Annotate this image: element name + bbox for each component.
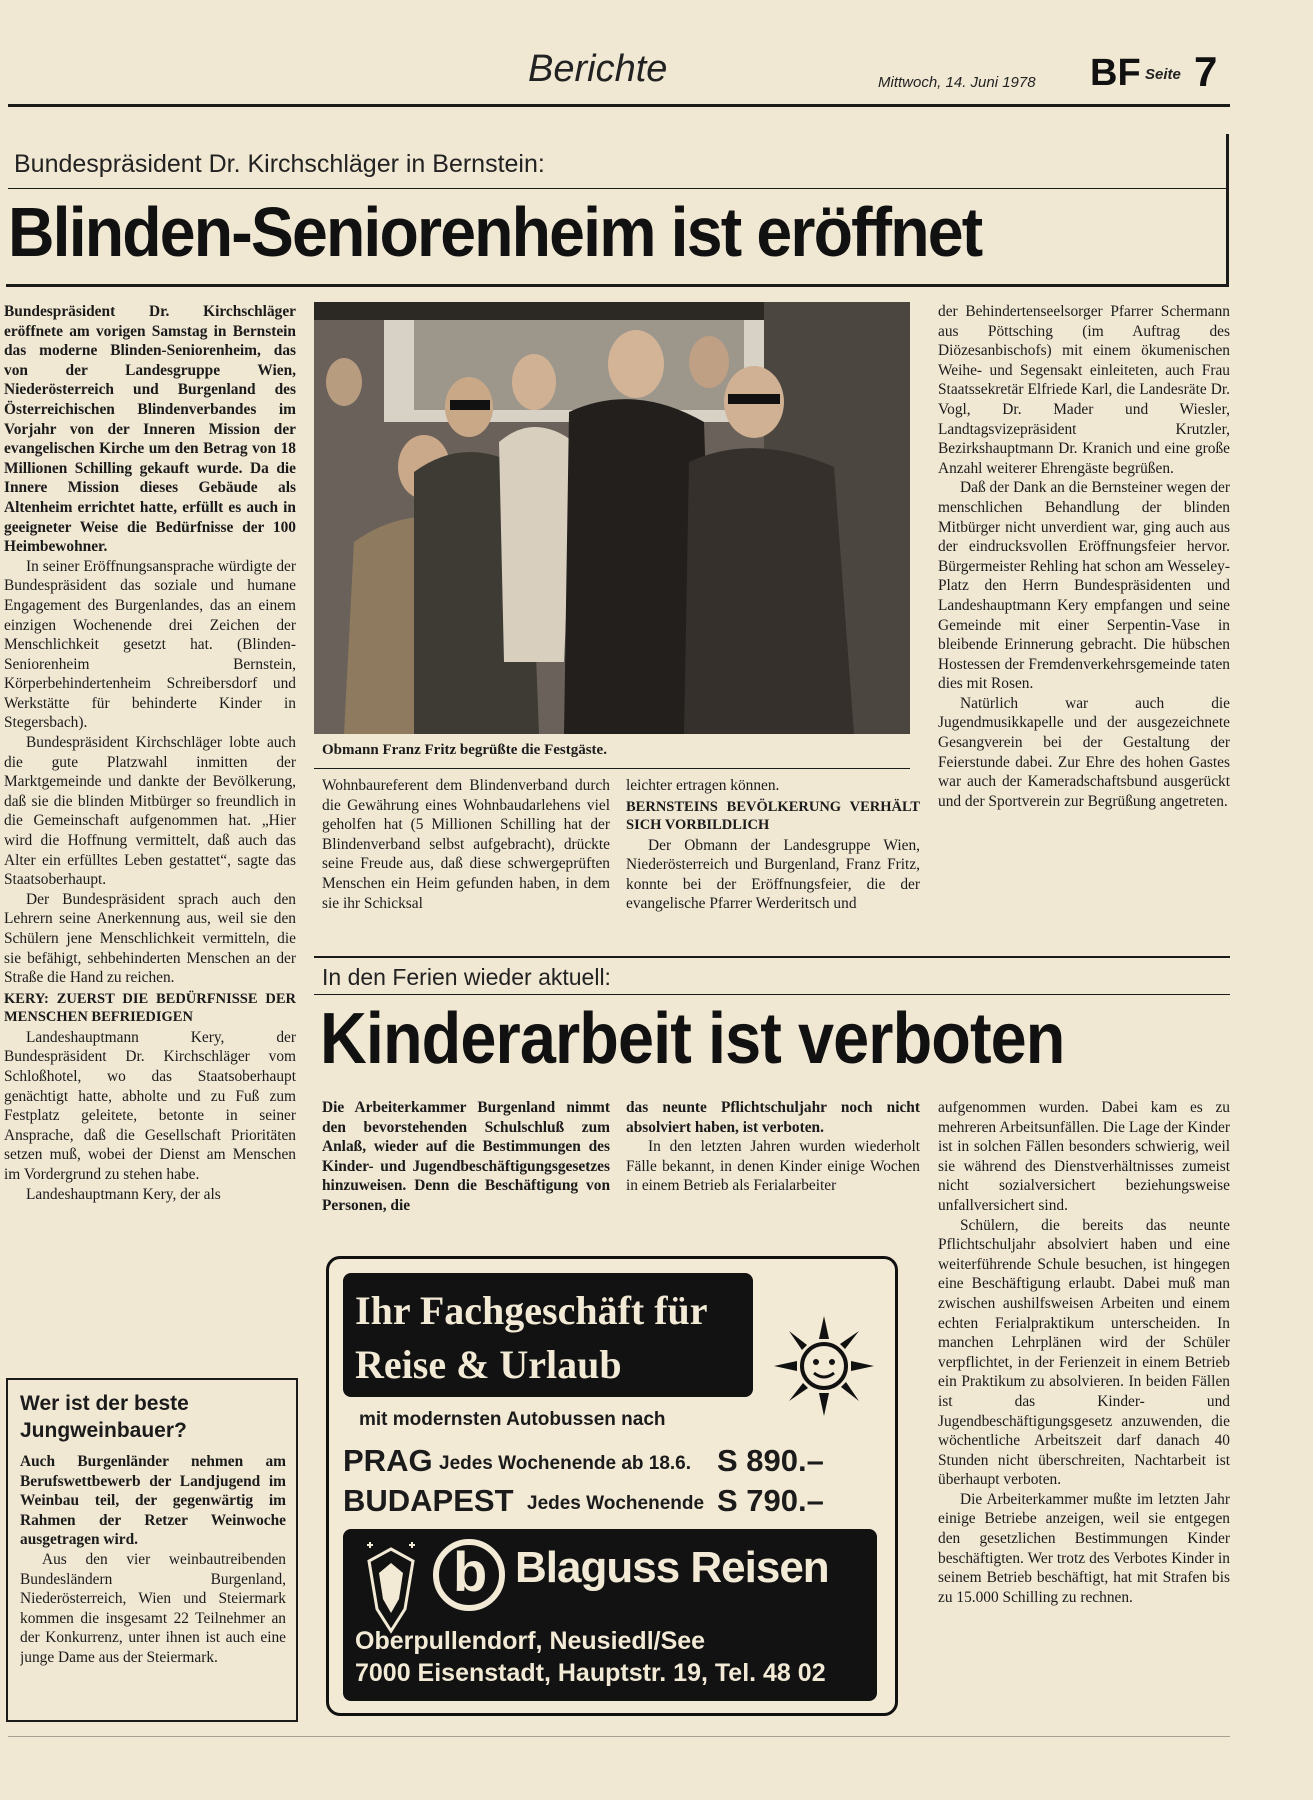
article2-kicker: In den Ferien wieder aktuell:	[322, 964, 611, 990]
ad-address-line-2: 7000 Eisenstadt, Hauptstr. 19, Tel. 48 02	[355, 1659, 826, 1687]
article1-paragraph: Wohnbaureferent dem Blindenverband durch die Gewährung eines Wohnbaudarlehens viel geholfen hat (5 Millionen Schilling hat der Blindenverband selbst aufgebracht), drückte seine Freude aus, daß diese schwergeprüften Menschen ein Heim gefunden haben, in dem sie ihr Schicksal	[322, 777, 610, 912]
article2-lead: Die Arbeiterkammer Burgenland nimmt den bevorstehenden Schulschluß zum Anlaß, wieder auf die Bestimmungen des Kinder- und Jugendbeschäftigungsgesetzes hinzuweisen. Denn die Beschäftigung von Personen, die	[322, 1099, 610, 1214]
info-box	[6, 1378, 298, 1722]
caption-rule	[314, 768, 910, 769]
article1-paragraph: Der Bundespräsident sprach auch den Lehrern seine Anerkennung aus, weil sie den Schülern jene Menschlichkeit vermitteln, die sie befähigt, sehbehinderten Menschen an der Straße die Hand zu reichen.	[4, 890, 296, 987]
ad-offer-detail: Jedes Wochenende ab 18.6.	[439, 1453, 692, 1474]
logo-letter: b	[453, 1540, 488, 1603]
info-box-lead: Auch Burgenländer nehmen am Berufswettbewerb der Landjugend im Weinbau teil, der gegenwärtig im Rahmen der Retzer Weinwoche ausgetragen wird.	[20, 1453, 286, 1549]
kicker-rule	[8, 188, 1228, 189]
article2-column-3	[938, 1098, 1230, 1734]
eagle-crest-icon	[355, 1539, 427, 1639]
ad-offer-price: S 890.–	[717, 1443, 824, 1478]
article1-column-4	[938, 302, 1230, 952]
page-label: Seite	[1145, 66, 1181, 83]
ad-address-line-1: Oberpullendorf, Neusiedl/See	[355, 1627, 706, 1655]
ad-subtitle: mit modernsten Autobussen nach	[359, 1409, 666, 1430]
article1-subheading: BERNSTEINS BEVÖLKERUNG VERHÄLT SICH VORBILDLICH	[626, 798, 920, 833]
article2-paragraph: Schülern, die bereits das neunte Pflichtschuljahr absolviert haben und eine weiterführende Schule besuchen, ist hingegen eine Beschäftigung erlaubt. Dabei muß man zwischen aushilfsweisen Arbeiten und einem echten Ferialpraktikum unterscheiden. In manchen Lehrplänen wird der Schüler verpflichtet, in der Ferienzeit in einem Betrieb ein Praktikum zu absolvieren. In beiden Fällen ist das Kinder- und Jugendbeschäftigungsgesetz anzuwenden, die wöchentliche Arbeitszeit darf danach 40 Stunden nicht überschreiten, Nachtarbeit ist überhaupt verboten.	[938, 1216, 1230, 1489]
sun-icon	[769, 1311, 879, 1421]
ad-offer-row	[343, 1483, 883, 1523]
article1-paragraph: Landeshauptmann Kery, der als	[26, 1185, 221, 1203]
info-box-paragraph: Aus den vier weinbautreibenden Bundesländern Burgenland, Niederösterreich, Wien und Steiermark kommen die insgesamt 22 Teilnehmer an der Konkurrenz, unter ihnen ist auch eine junge Dame aus der Steiermark.	[20, 1550, 286, 1666]
photo-caption: Obmann Franz Fritz begrüßte die Festgäste.	[322, 742, 607, 758]
ad-offer-price: S 790.–	[717, 1483, 824, 1518]
article1-paragraph: Natürlich war auch die Jugendmusikkapelle und der ausgezeichnete Gesangverein bei der Gestaltung der Feierstunde dabei. Zur Ehre des hohen Gastes war auch der Kameradschaftsbund ausgerückt und der Sportverein zur Begrüßung angetreten.	[938, 694, 1230, 810]
issue-date: Mittwoch, 14. Juni 1978	[878, 74, 1036, 91]
article2-paragraph: In den letzten Jahren wurden wiederholt Fälle bekannt, in denen Kinder einige Wochen in einem Betrieb als Ferialarbeiter	[626, 1138, 920, 1195]
article2-paragraph: das neunte Pflichtschuljahr noch nicht absolviert haben, ist verboten.	[626, 1099, 920, 1136]
article2-headline: Kinderarbeit ist verboten	[320, 999, 1065, 1079]
article1-column-2	[322, 776, 610, 948]
article1-subheading: KERY: ZUERST DIE BEDÜRFNISSE DER MENSCHEN BEFRIEDIGEN	[4, 990, 296, 1025]
article1-paragraph: Bundespräsident Kirchschläger lobte auch die gute Platzwahl inmitten der Marktgemeinde und dankte der Bevölkerung, daß sie die blinden Mitbürger so freundlich in die Gemeinschaft aufgenommen hat. „Hier wird die Hoffnung vermittelt, daß auch das Alter ein erfülltes Leben gestattet“, sagte das Staatsoberhaupt.	[4, 734, 296, 889]
article2-column-1	[322, 1098, 610, 1248]
ad-offer-city: PRAG	[343, 1443, 433, 1478]
article-separator	[314, 956, 1230, 958]
article2-paragraph: aufgenommen wurden. Dabei kam es zu mehreren Arbeitsunfällen. Die Lage der Kinder ist in solchen Fällen besonders schwierig, weil sie während des Dienstverhältnisses zumeist nicht sozialversichert beziehungsweise unfallversichert sind.	[938, 1099, 1230, 1214]
blaguss-logo-icon	[433, 1539, 505, 1611]
info-box-title: Wer ist der beste Jungweinbauer?	[20, 1392, 189, 1442]
article1-column-1	[4, 302, 296, 1360]
page-number: 7	[1194, 48, 1218, 95]
ad-offer-row	[343, 1443, 883, 1483]
ad-title-line-1: Ihr Fachgeschäft für	[355, 1288, 708, 1333]
article1-paragraph: Der Obmann der Landesgruppe Wien, Niederösterreich und Burgenland, Franz Fritz, konnte bei der Eröffnungsfeier, die der evangelische Pfarrer Werderitsch und	[626, 836, 920, 913]
article2-paragraph: Die Arbeiterkammer mußte im letzten Jahr einige Betriebe anzeigen, weil sie entgegen den gesetzlichen Bestimmungen Kinder beschäftigten. Wer trotz des Verbotes Kinder in seinem Betrieb beschäftigt, hat mit Strafen bis zu 15.000 Schilling zu rechnen.	[938, 1490, 1230, 1606]
ad-title-line-2: Reise & Urlaub	[355, 1342, 622, 1387]
travel-advertisement	[326, 1256, 898, 1716]
footer-rule	[8, 1736, 1230, 1737]
article2-kicker-rule	[314, 994, 1230, 995]
article1-paragraph: der Behindertenseelsorger Pfarrer Schermann aus Pöttsching (im Auftrag des Diözesanbischofs) mit einem ökumenischen Weihe- und Segensakt einleiteten, auch Frau Staatssekretär Elfriede Karl, die Landesräte Dr. Vogl, Dr. Mader und Wiesler, Landtagsvizepräsident Krutzler, Bezirkshauptmann Dr. Kranich und eine große Anzahl weiterer Ehrengäste begrüßen.	[938, 303, 1230, 477]
article2-column-2	[626, 1098, 920, 1248]
article1-column-3	[626, 776, 920, 948]
ad-offer-city: BUDAPEST	[343, 1483, 514, 1518]
ad-offer-detail: Jedes Wochenende	[527, 1493, 705, 1514]
article1-lead: Bundespräsident Dr. Kirchschläger eröffnete am vorigen Samstag in Bernstein das moderne Blinden-Seniorenheim, das von der Landesgruppe Wien, Niederösterreich und Burgenland des Österreichischen Blindenverbandes im Vorjahr von der Inneren Mission der evangelischen Kirche um den Betrag von 18 Millionen Schilling gekauft wurde. Da die Innere Mission dieses Gebäude als Altenheim errichtet hatte, erfüllt es auch in geeigneter Weise die Bedürfnisse der 100 Heimbewohner.	[4, 303, 296, 556]
section-title: Berichte	[528, 48, 668, 90]
ad-brand-name: Blaguss Reisen	[515, 1543, 829, 1592]
article1-paragraph: leichter ertragen können.	[626, 777, 780, 794]
info-box-text	[20, 1452, 286, 1714]
article1-paragraph: Landeshauptmann Kery, der Bundespräsident Dr. Kirchschläger vom Schloßhotel, wo das Staatsoberhaupt genächtigt hatte, abholte und zu Fuß zum Festplatz geleitete, betonte in seiner Ansprache, daß die Gesellschaft Prioritäten setzen muß, wobei der Dienst am Menschen im Vordergrund zu stehen habe.	[4, 1028, 296, 1183]
article1-kicker: Bundespräsident Dr. Kirchschläger in Bernstein:	[14, 150, 545, 178]
article1-paragraph: Daß der Dank an die Bernsteiner wegen der menschlichen Behandlung der blinden Mitbürger nicht unverdient war, ging auch aus der eindrucksvollen Eröffnungsfeier hervor. Bürgermeister Rehling hat schon am Wesseley-Platz den Herrn Bundespräsidenten und Landeshauptmann Kery empfangen und seine Gemeinde mit einer Serpentin-Vase in bleibende Erinnerung gebracht. Die hübschen Hostessen der Fremdenverkehrsgemeinde taten dies mit Rosen.	[938, 479, 1230, 693]
photo-illustration	[314, 302, 910, 734]
masthead-rule	[8, 104, 1230, 107]
paper-logo: BF	[1090, 52, 1141, 94]
article1-headline: Blinden-Seniorenheim ist eröffnet	[8, 193, 982, 271]
event-photo	[314, 302, 910, 734]
article1-paragraph: In seiner Eröffnungsansprache würdigte der Bundespräsident das soziale und humane Engagement des Burgenlandes, das an einem einzigen Wochenende drei Zeichen der Menschlichkeit gesetzt hat. (Blinden-Seniorenheim Bernstein, Körperbehindertenheim Schreibersdorf und Werkstätte für behinderte Kinder in Stegersbach).	[4, 557, 296, 732]
